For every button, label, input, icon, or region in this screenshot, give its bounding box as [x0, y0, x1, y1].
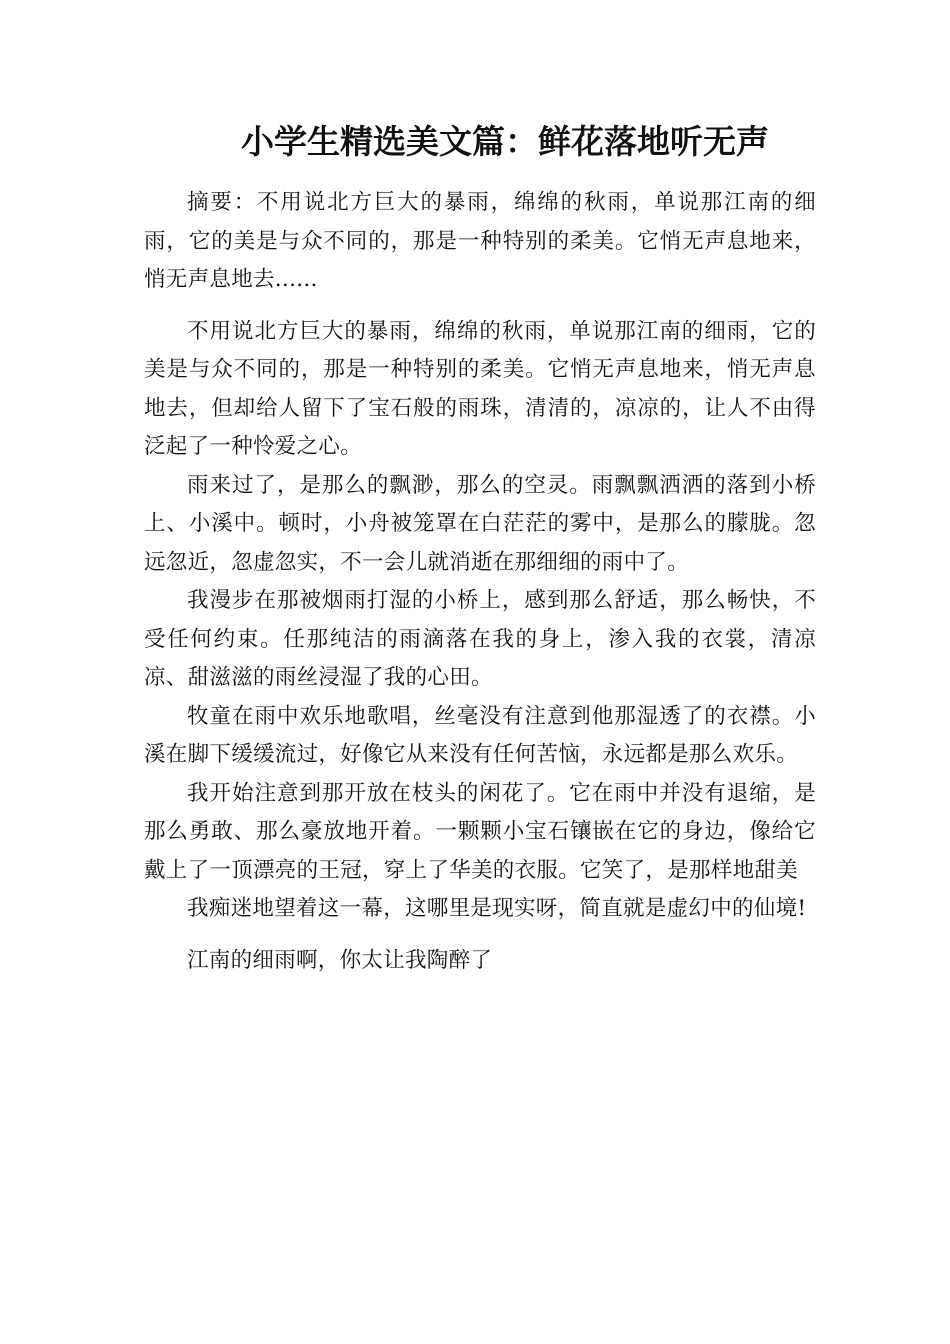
body-paragraph-3: 我漫步在那被烟雨打湿的小桥上，感到那么舒适，那么畅快，不受任何约束。任那纯洁的雨滴落在我的身上，渗入我的衣裳，清凉凉、甜滋滋的雨丝浸湿了我的心田。: [144, 588, 816, 690]
document-title: 小学生精选美文篇：鲜花落地听无声: [241, 122, 769, 161]
body-paragraph-5: 我开始注意到那开放在枝头的闲花了。它在雨中并没有退缩，是那么勇敢、那么豪放地开着。一颗颗小宝石镶嵌在它的身边，像给它戴上了一顶漂亮的王冠，穿上了华美的衣服。它笑了，是那样地甜美: [144, 780, 816, 883]
body-paragraph-2: 雨来过了，是那么的飘渺，那么的空灵。雨飘飘洒洒的落到小桥上、小溪中。顿时，小舟被笼罩在白茫茫的雾中，是那么的朦胧。忽远忽近，忽虚忽实，不一会儿就消逝在那细细的雨中了。: [144, 472, 816, 575]
body-paragraph-4: 牧童在雨中欢乐地歌唱，丝毫没有注意到他那湿透了的衣襟。小溪在脚下缓缓流过，好像它从来没有任何苦恼，永远都是那么欢乐。: [144, 703, 816, 767]
body-paragraph-6: 我痴迷地望着这一幕，这哪里是现实呀，简直就是虚幻中的仙境!: [187, 896, 807, 921]
abstract-paragraph: 摘要：不用说北方巨大的暴雨，绵绵的秋雨，单说那江南的细雨，它的美是与众不同的，那是一种特别的柔美。它悄无声息地来，悄无声息地去......: [144, 190, 816, 292]
body-paragraph-7: 江南的细雨啊，你太让我陶醉了: [187, 947, 493, 973]
body-paragraph-1: 不用说北方巨大的暴雨，绵绵的秋雨，单说那江南的细雨，它的美是与众不同的，那是一种特别的柔美。它悄无声息地来，悄无声息地去，但却给人留下了宝石般的雨珠，清清的，凉凉的，让人不由得泛起了一种怜爱之心。: [144, 318, 816, 459]
document-body: [144, 184, 816, 980]
